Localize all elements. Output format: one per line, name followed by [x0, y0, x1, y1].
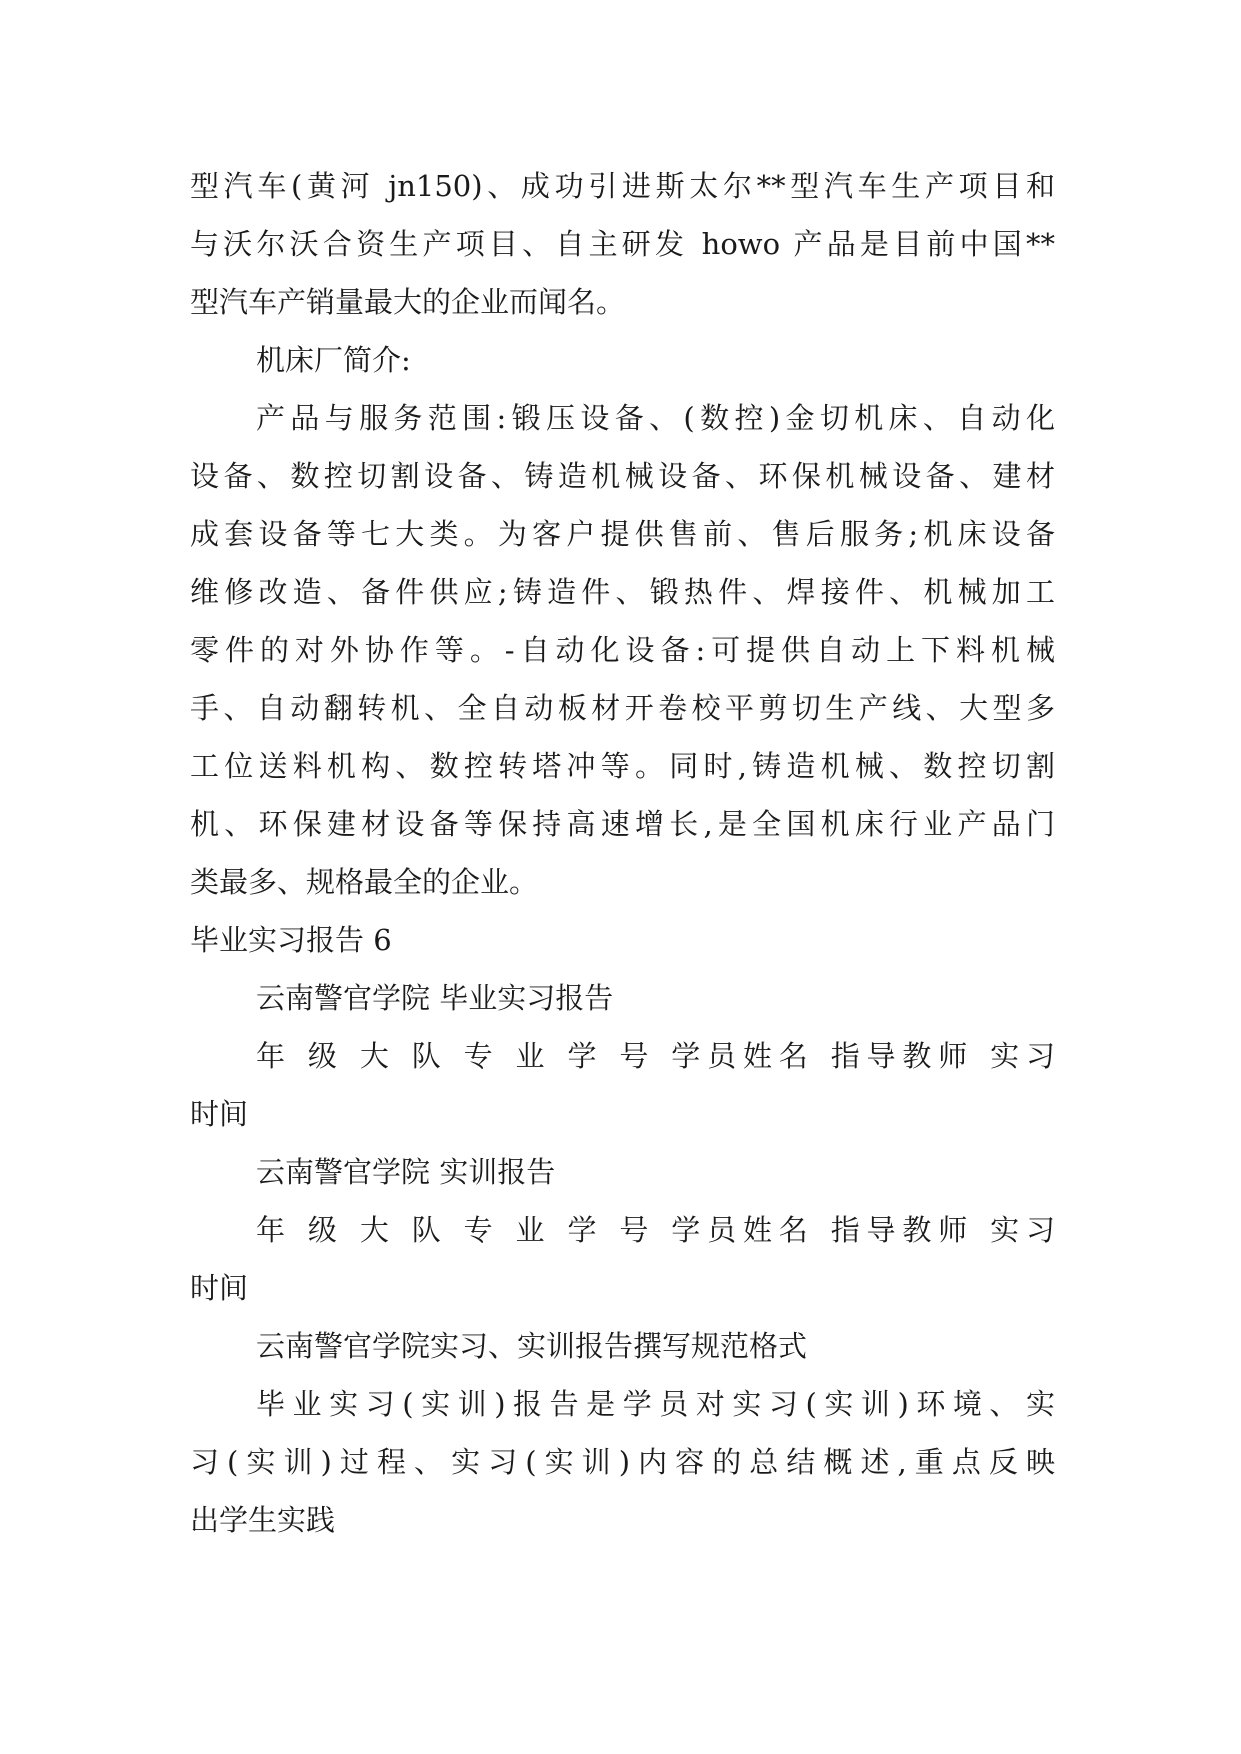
text-line: 型汽车(黄河 jn150)、成功引进斯太尔**型汽车生产项目和 [190, 169, 1055, 203]
section-heading: 机床厂简介: [256, 343, 411, 377]
fields-tail: 时间 [190, 1097, 249, 1131]
text-line: 习(实训)过程、实习(实训)内容的总结概述,重点反映 [190, 1445, 1055, 1479]
text-line: 与沃尔沃合资生产项目、自主研发 howo 产品是目前中国** [190, 227, 1055, 261]
text-line: 维修改造、备件供应;铸造件、锻热件、焊接件、机械加工 [190, 575, 1055, 609]
text-line: 类最多、规格最全的企业。 [190, 865, 539, 899]
fields-line: 年 级 大 队 专 业 学 号 学员姓名 指导教师 实习 [256, 1213, 1055, 1247]
text-line: 手、自动翻转机、全自动板材开卷校平剪切生产线、大型多 [190, 691, 1055, 725]
text-line: 产品与服务范围:锻压设备、(数控)金切机床、自动化 [256, 401, 1055, 435]
report-heading: 云南警官学院 实训报告 [256, 1155, 556, 1189]
format-heading: 云南警官学院实习、实训报告撰写规范格式 [256, 1329, 808, 1363]
fields-tail: 时间 [190, 1271, 249, 1305]
text-line: 零件的对外协作等。-自动化设备:可提供自动上下料机械 [190, 633, 1055, 667]
text-line: 毕业实习(实训)报告是学员对实习(实训)环境、实 [256, 1387, 1055, 1421]
text-line: 机、环保建材设备等保持高速增长,是全国机床行业产品门 [190, 807, 1055, 841]
text-line: 型汽车产销量最大的企业而闻名。 [190, 285, 626, 319]
text-line: 工位送料机构、数控转塔冲等。同时,铸造机械、数控切割 [190, 749, 1055, 783]
report-title: 毕业实习报告 6 [190, 923, 392, 957]
text-line: 出学生实践 [190, 1503, 336, 1537]
text-line: 成套设备等七大类。为客户提供售前、售后服务;机床设备 [190, 517, 1055, 551]
report-heading: 云南警官学院 毕业实习报告 [256, 981, 614, 1015]
text-line: 设备、数控切割设备、铸造机械设备、环保机械设备、建材 [190, 459, 1055, 493]
document-page [190, 157, 1055, 1549]
fields-line: 年 级 大 队 专 业 学 号 学员姓名 指导教师 实习 [256, 1039, 1055, 1073]
